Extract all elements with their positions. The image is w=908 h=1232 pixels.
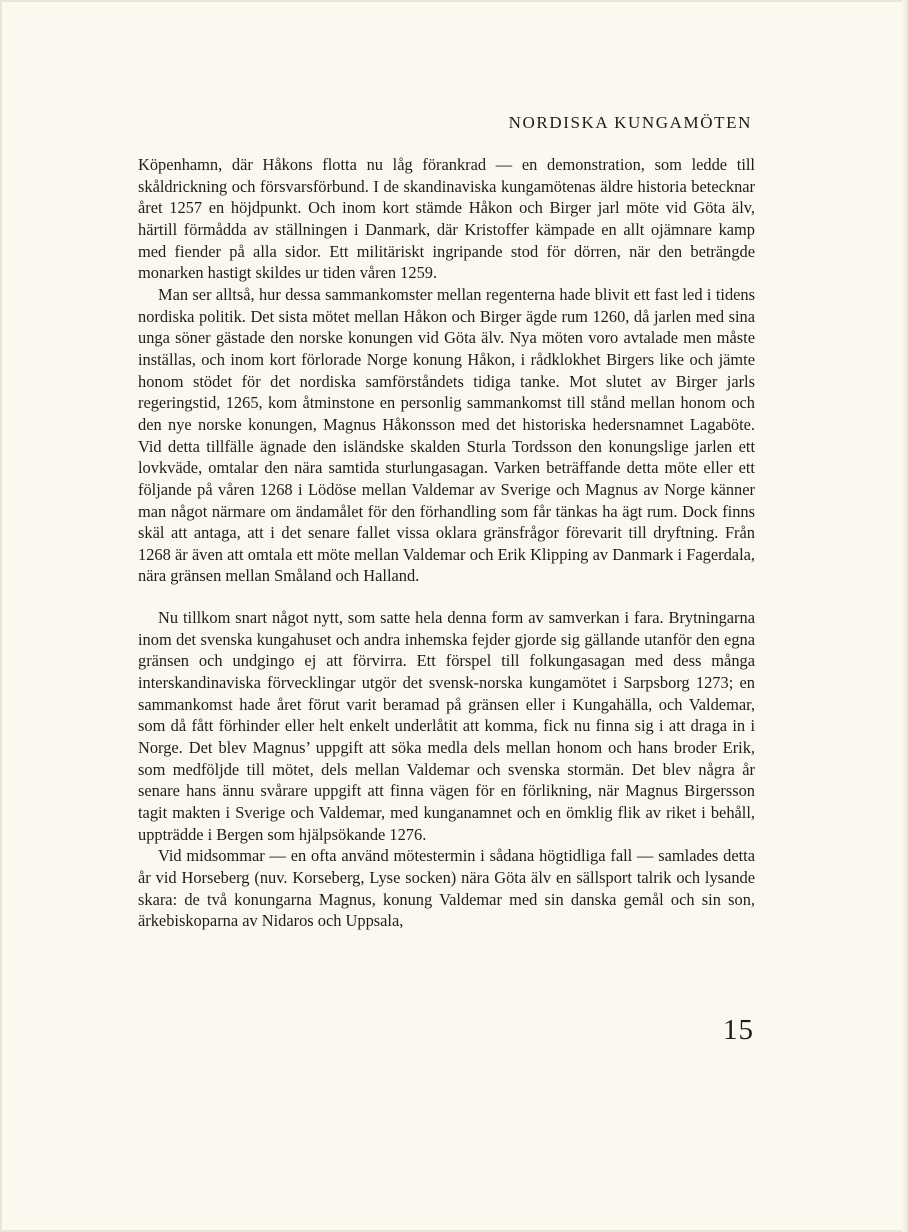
paragraph: Vid midsommar — en ofta använd mötestermin i sådana högtidliga fall — samlades detta år vid Horseberg (nuv. Korseberg, Lyse socken) nära Göta älv en sällsport talrik och lysande skara: de två konungarna Magnus, konung Valdemar med sin danska gemål och sin son, ärkebiskoparna av Nidaros och Uppsala, [138,846,755,931]
paragraph: Nu tillkom snart något nytt, som satte hela denna form av samverkan i fara. Brytningarna inom det svenska kungahuset och andra inhemska fejder gjorde sig gällande utanför den egna gränsen och undgingo ej att förvirra. Ett förspel till folkungasagan med dess många interskandinaviska förvecklingar utgör det svensk-norska kungamötet i Sarpsborg 1273; en sammankomst hade året förut varit beramad på gränsen eller i Kungahälla, och Valdemar, som då fått förhinder eller helt enkelt underlåtit att komma, fick nu finna sig i att draga in i Norge. Det blev Magnus’ uppgift att söka medla dels mellan honom och hans broder Erik, som medföljde till mötet, dels mellan Valdemar och svenska stormän. Det blev några år senare hans ännu svårare uppgift att finna vägen för en förlikning, när Magnus Birgersson tagit makten i Sverige och Valdemar, med kunganamnet och en ömklig flik av riket i behåll, uppträdde i Bergen som hjälpsökande 1276. [138,608,755,844]
page-edge-shadow [902,0,908,1232]
paragraph: Man ser alltså, hur dessa sammankomster mellan regenterna hade blivit ett fast led i tidens nordiska politik. Det sista mötet mellan Håkon och Birger ägde rum 1260, då jarlen med sina unga söner gästade den norske konungen vid Göta älv. Nya möten voro avtalade men måste inställas, och inom kort förlorade Norge konung Håkon, i rådklokhet Birgers like och jämte honom stödet för det nordiska samförståndets tidiga tanke. Mot slutet av Birger jarls regeringstid, 1265, kom åtminstone en personlig sammankomst till stånd mellan honom och den nye norske konungen, Magnus Håkonsson med det historiska hedersnamnet Lagaböte. Vid detta tillfälle ägnade den isländske skalden Sturla Tordsson den konungslige jarlen ett lovkväde, omtalar den nära samtida sturlungasagan. Varken beträffande detta möte eller ett följande på våren 1268 i Lödöse mellan Valdemar av Sverige och Magnus av Norge känner man något närmare om ändamålet för den förhandling som får tänkas ha ägt rum. Dock finns skäl att antaga, att i det senare fallet vissa oklara gränsfrågor förevarit till dryftning. Från 1268 är även att omtala ett möte mellan Valdemar och Erik Klipping av Danmark i Fagerdala, nära gränsen mellan Småland och Halland. [138,284,755,586]
running-head: NORDISKA KUNGAMÖTEN [508,113,752,132]
body-text [138,154,755,932]
page-number: 15 [723,1014,754,1046]
paragraph: Köpenhamn, där Håkons flotta nu låg förankrad — en demonstration, som ledde till skåldrickning och försvarsförbund. I de skandinaviska kungamötenas äldre historia betecknar året 1257 en höjdpunkt. Och inom kort stämde Håkon och Birger jarl möte vid Göta älv, härtill förmådda av ställningen i Danmark, där Kristoffer kämpade en allt ojämnare kamp med fiender på alla sidor. Ett militäriskt ingripande stod för dörren, när den beträngde monarken hastigt skildes ur tiden våren 1259. [138,155,755,283]
